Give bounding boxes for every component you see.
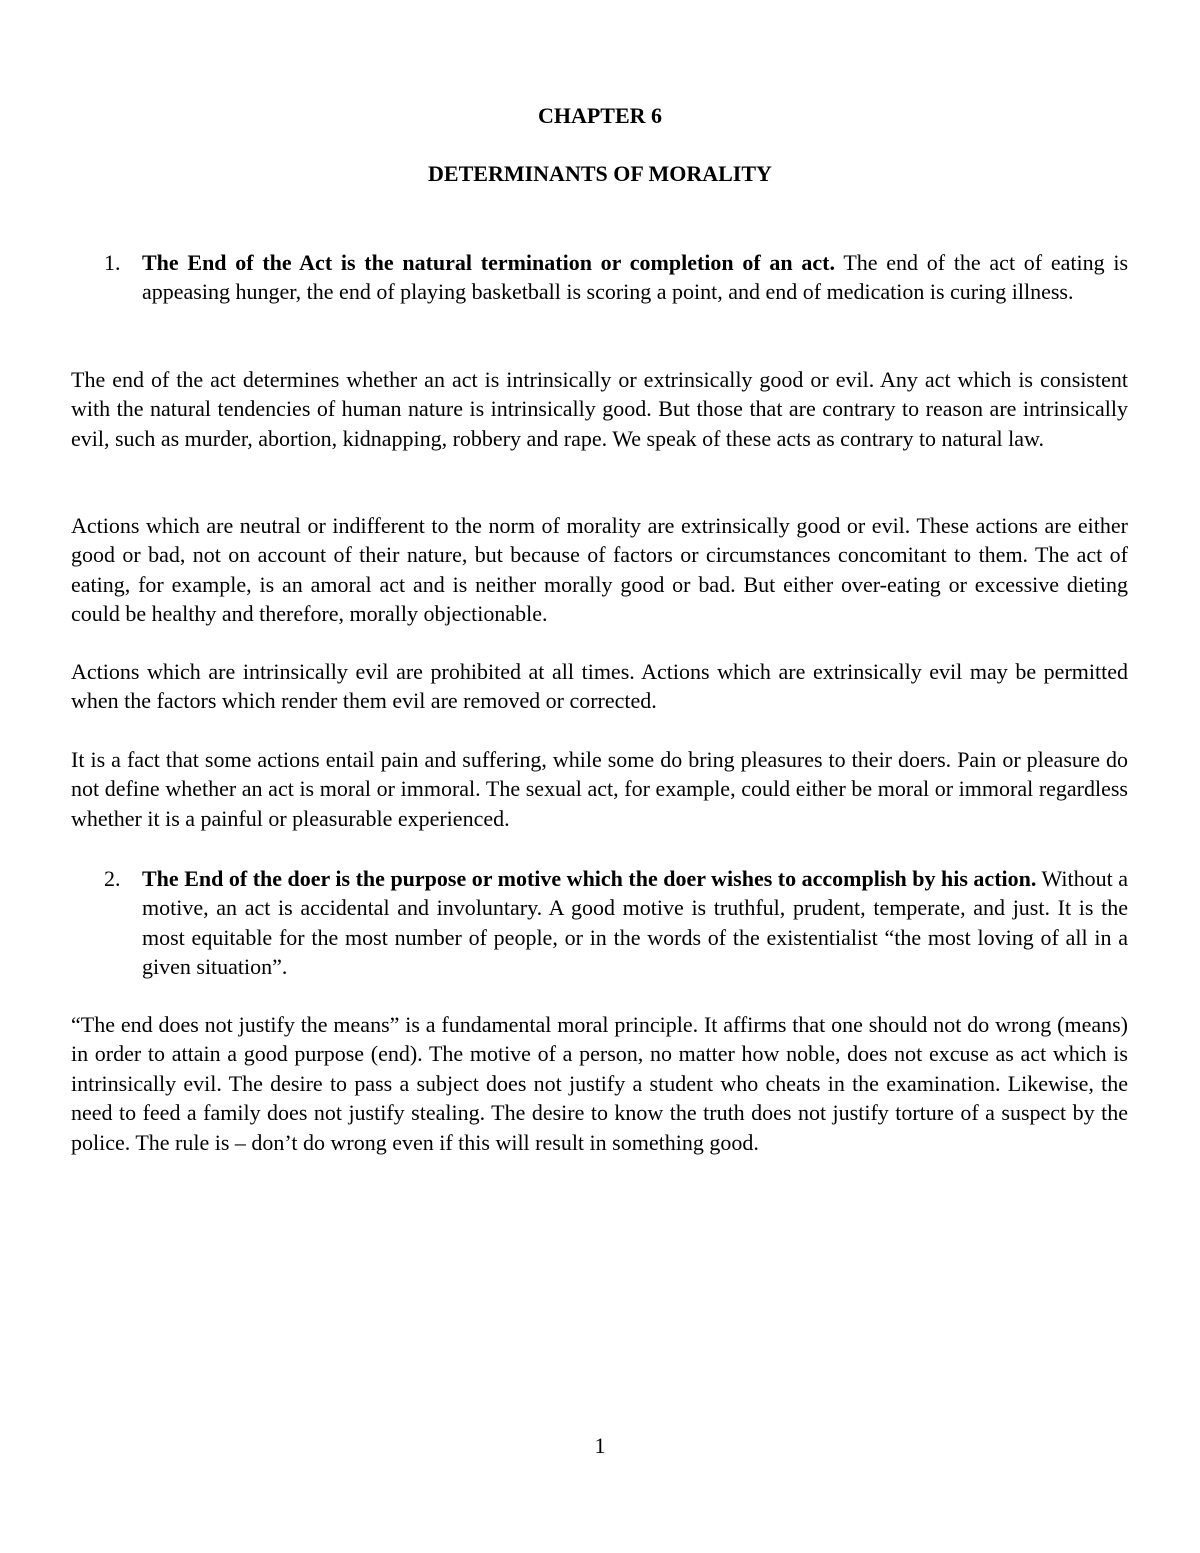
list-item-lead: The End of the doer is the purpose or motive which the doer wishes to accomplish by his action.	[142, 866, 1037, 891]
list-item-text: Without a motive, an act is accidental and involuntary. A good motive is truthful, prudent, temperate, and just. It is the most equitable for the most number of people, or in the words of the existentialist “the most loving of all in a given situation”.	[142, 866, 1128, 980]
list-item-end-of-act	[104, 248, 1129, 307]
chapter-title: DETERMINANTS OF MORALITY	[428, 161, 772, 186]
paragraph-end-of-act: The end of the act determines whether an act is intrinsically or extrinsically good or evil. Any act which is consistent with the natural tendencies of human nature is intrinsically good. But those that are contrary to reason are intrinsically evil, such as murder, abortion, kidnapping, robbery and rape. We speak of these acts as contrary to natural law.	[71, 367, 1128, 451]
paragraph-end-justify-means: “The end does not justify the means” is a fundamental moral principle. It affirms that one should not do wrong (means) in order to attain a good purpose (end). The motive of a person, no matter how noble, does not excuse as act which is intrinsically evil. The desire to pass a subject does not justify a student who cheats in the examination. Likewise, the need to feed a family does not justify stealing. The desire to know the truth does not justify torture of a suspect by the police. The rule is – don’t do wrong even if this will result in something good.	[71, 1012, 1128, 1155]
list-item-number: 2.	[104, 866, 121, 891]
paragraph-intrinsic-evil: Actions which are intrinsically evil are prohibited at all times. Actions which are extrinsically evil may be permitted when the factors which render them evil are removed or corrected.	[71, 659, 1128, 714]
list-item-lead: The End of the Act is the natural termination or completion of an act.	[142, 250, 835, 275]
paragraph-neutral-actions: Actions which are neutral or indifferent to the norm of morality are extrinsically good or evil. These actions are either good or bad, not on account of their nature, but because of factors or circumstances concomitant to them. The act of eating, for example, is an amoral act and is neither morally good or bad. But either over-eating or excessive dieting could be healthy and therefore, morally objectionable.	[71, 513, 1128, 627]
list-item-number: 1.	[104, 250, 121, 275]
list-item-end-of-doer	[104, 864, 1128, 982]
chapter-heading: CHAPTER 6	[537, 103, 663, 128]
list-item-text: The end of the act of eating is appeasing hunger, the end of playing basketball is scoring a point, and end of medication is curing illness.	[142, 250, 1129, 305]
page-number: 1	[594, 1433, 606, 1458]
paragraph-pain-pleasure: It is a fact that some actions entail pain and suffering, while some do bring pleasures to their doers. Pain or pleasure do not define whether an act is moral or immoral. The sexual act, for example, could either be moral or immoral regardless whether it is a painful or pleasurable experienced.	[71, 747, 1128, 831]
